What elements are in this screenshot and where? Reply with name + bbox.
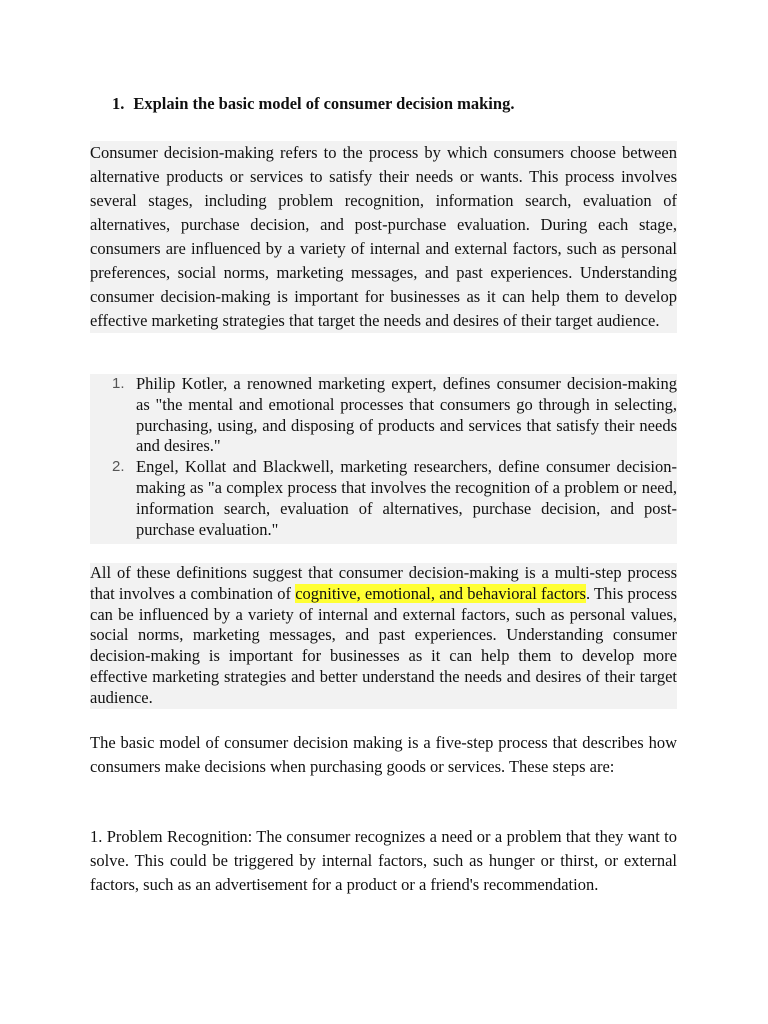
definition-item <box>90 457 677 540</box>
summary-text-before: All of these definitions suggest that consumer decision-making is a multi-step process that involves a combination of <box>90 563 677 603</box>
step-paragraph: 1. Problem Recognition: The consumer recognizes a need or a problem that they want to solve. This could be triggered by internal factors, such as hunger or thirst, or external factors, such as an advertisement for a product or a friend's recommendation. <box>90 827 677 894</box>
definition-text: Engel, Kollat and Blackwell, marketing researchers, define consumer decision-making as "a complex process that involves the recognition of a problem or need, information search, evaluation of alternatives, purchase decision, and post-purchase evaluation." <box>136 457 677 539</box>
summary-paragraph <box>90 563 677 709</box>
list-marker: 1. <box>112 375 125 392</box>
question-heading <box>112 93 514 115</box>
definition-item <box>90 374 677 457</box>
definitions-list <box>90 374 677 544</box>
highlighted-text: cognitive, emotional, and behavioral factors <box>295 583 586 603</box>
heading-number: 1. <box>112 94 125 113</box>
intro-paragraph: Consumer decision-making refers to the process by which consumers choose between alternative products or services to satisfy their needs or wants. This process involves several stages, including problem recognition, information search, evaluation of alternatives, purchase decision, and post-purchase evaluation. During each stage, consumers are influenced by a variety of internal and external factors, such as personal preferences, social norms, marketing messages, and past experiences. Understanding consumer decision-making is important for businesses as it can help them to develop effective marketing strategies that target the needs and desires of their target audience. <box>90 141 677 333</box>
model-paragraph: The basic model of consumer decision making is a five-step process that describes how consumers make decisions when purchasing goods or services. These steps are: <box>90 733 677 776</box>
definition-text: Philip Kotler, a renowned marketing expert, defines consumer decision-making as "the mental and emotional processes that consumers go through in selecting, purchasing, using, and disposing of products and services that satisfy their needs and desires." <box>136 374 677 456</box>
summary-text-after: . This process can be influenced by a variety of internal and external factors, such as personal values, social norms, marketing messages, and past experiences. Understanding consumer decision-making is important for businesses as it can help them to develop more effective marketing strategies and better understand the needs and desires of their target audience. <box>90 583 677 707</box>
heading-text: Explain the basic model of consumer decision making. <box>133 94 515 113</box>
list-marker: 2. <box>112 458 125 476</box>
